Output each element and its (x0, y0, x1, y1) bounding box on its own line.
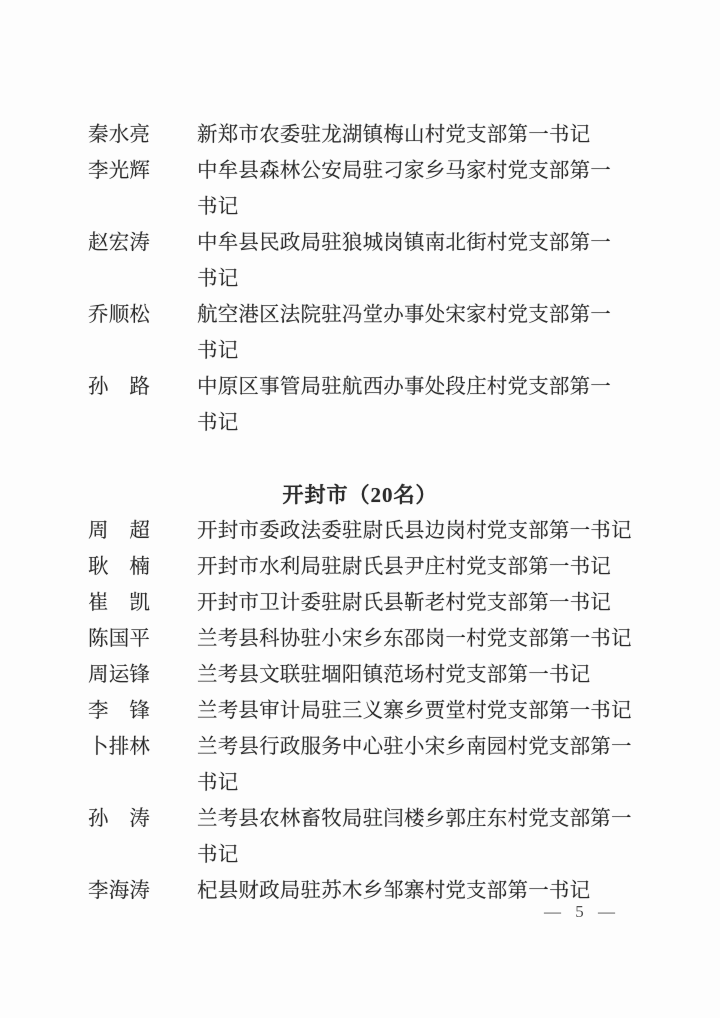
entry-row (0, 369, 720, 441)
entry-name: 李 锋 (88, 700, 151, 722)
entry-title-line: 开封市水利局驻尉氏县尹庄村党支部第一书记 (197, 556, 611, 578)
entry-title-line: 书记 (197, 340, 239, 362)
entry-row (0, 693, 720, 729)
entry-title-line: 兰考县科协驻小宋乡东邵岗一村党支部第一书记 (197, 628, 632, 650)
section-list-continued (0, 117, 720, 441)
entry-row (0, 549, 720, 585)
entry-name: 孙 路 (88, 376, 151, 398)
entry-title-line: 中牟县民政局驻狼城岗镇南北街村党支部第一 (197, 232, 611, 254)
entry-row (0, 657, 720, 693)
entry-name: 李海涛 (88, 880, 151, 902)
entry-title-line: 中牟县森林公安局驻刁家乡马家村党支部第一 (197, 160, 611, 182)
entry-name: 秦水亮 (88, 124, 151, 146)
section-kaifeng (0, 477, 720, 909)
entry-title (197, 225, 641, 297)
entry-title-line: 兰考县审计局驻三义寨乡贾堂村党支部第一书记 (197, 700, 632, 722)
section-title: 开封市（20名） (282, 483, 438, 507)
entry-title (197, 369, 641, 441)
entry-title-line: 书记 (197, 844, 239, 866)
entry-row (0, 585, 720, 621)
entry-row (0, 621, 720, 657)
entry-title-line: 书记 (197, 412, 239, 434)
entry-name: 乔顺松 (88, 304, 151, 326)
entry-name: 卜排林 (88, 736, 151, 758)
entry-title-line: 兰考县文联驻堌阳镇范场村党支部第一书记 (197, 664, 591, 686)
entry-name: 陈国平 (88, 628, 151, 650)
entry-title (197, 801, 641, 873)
entry-title-line: 书记 (197, 196, 239, 218)
entry-row (0, 801, 720, 873)
entry-title-line: 杞县财政局驻苏木乡邹寨村党支部第一书记 (197, 880, 591, 902)
entry-title (197, 729, 641, 801)
page-number: — 5 — (544, 902, 616, 921)
entry-name: 赵宏涛 (88, 232, 151, 254)
entry-name: 耿 楠 (88, 556, 151, 578)
entry-row (0, 117, 720, 153)
entry-row (0, 729, 720, 801)
entry-name: 周运锋 (88, 664, 151, 686)
entry-row (0, 225, 720, 297)
entry-title-line: 兰考县行政服务中心驻小宋乡南园村党支部第一 (197, 736, 632, 758)
entry-title (197, 585, 641, 621)
entry-name: 崔 凯 (88, 592, 151, 614)
first-secretary-list (0, 117, 720, 909)
entry-title (197, 153, 641, 225)
entry-title-line: 新郑市农委驻龙湖镇梅山村党支部第一书记 (197, 124, 591, 146)
entry-title-line: 开封市委政法委驻尉氏县边岗村党支部第一书记 (197, 520, 632, 542)
entry-title-line: 中原区事管局驻航西办事处段庄村党支部第一 (197, 376, 611, 398)
entry-title (197, 621, 641, 657)
entry-title-line: 书记 (197, 268, 239, 290)
entry-row (0, 153, 720, 225)
entry-row (0, 297, 720, 369)
entry-name: 孙 涛 (88, 808, 151, 830)
entry-title (197, 513, 641, 549)
entry-title-line: 航空港区法院驻冯堂办事处宋家村党支部第一 (197, 304, 611, 326)
entry-title (197, 693, 641, 729)
entry-title (197, 117, 641, 153)
entry-name: 李光辉 (88, 160, 151, 182)
entry-title (197, 657, 641, 693)
entry-title-line: 开封市卫计委驻尉氏县靳老村党支部第一书记 (197, 592, 611, 614)
entry-title-line: 书记 (197, 772, 239, 794)
entry-title (197, 297, 641, 369)
entry-title (197, 549, 641, 585)
entry-title-line: 兰考县农林畜牧局驻闫楼乡郭庄东村党支部第一 (197, 808, 632, 830)
entry-name: 周 超 (88, 520, 151, 542)
entry-row (0, 513, 720, 549)
